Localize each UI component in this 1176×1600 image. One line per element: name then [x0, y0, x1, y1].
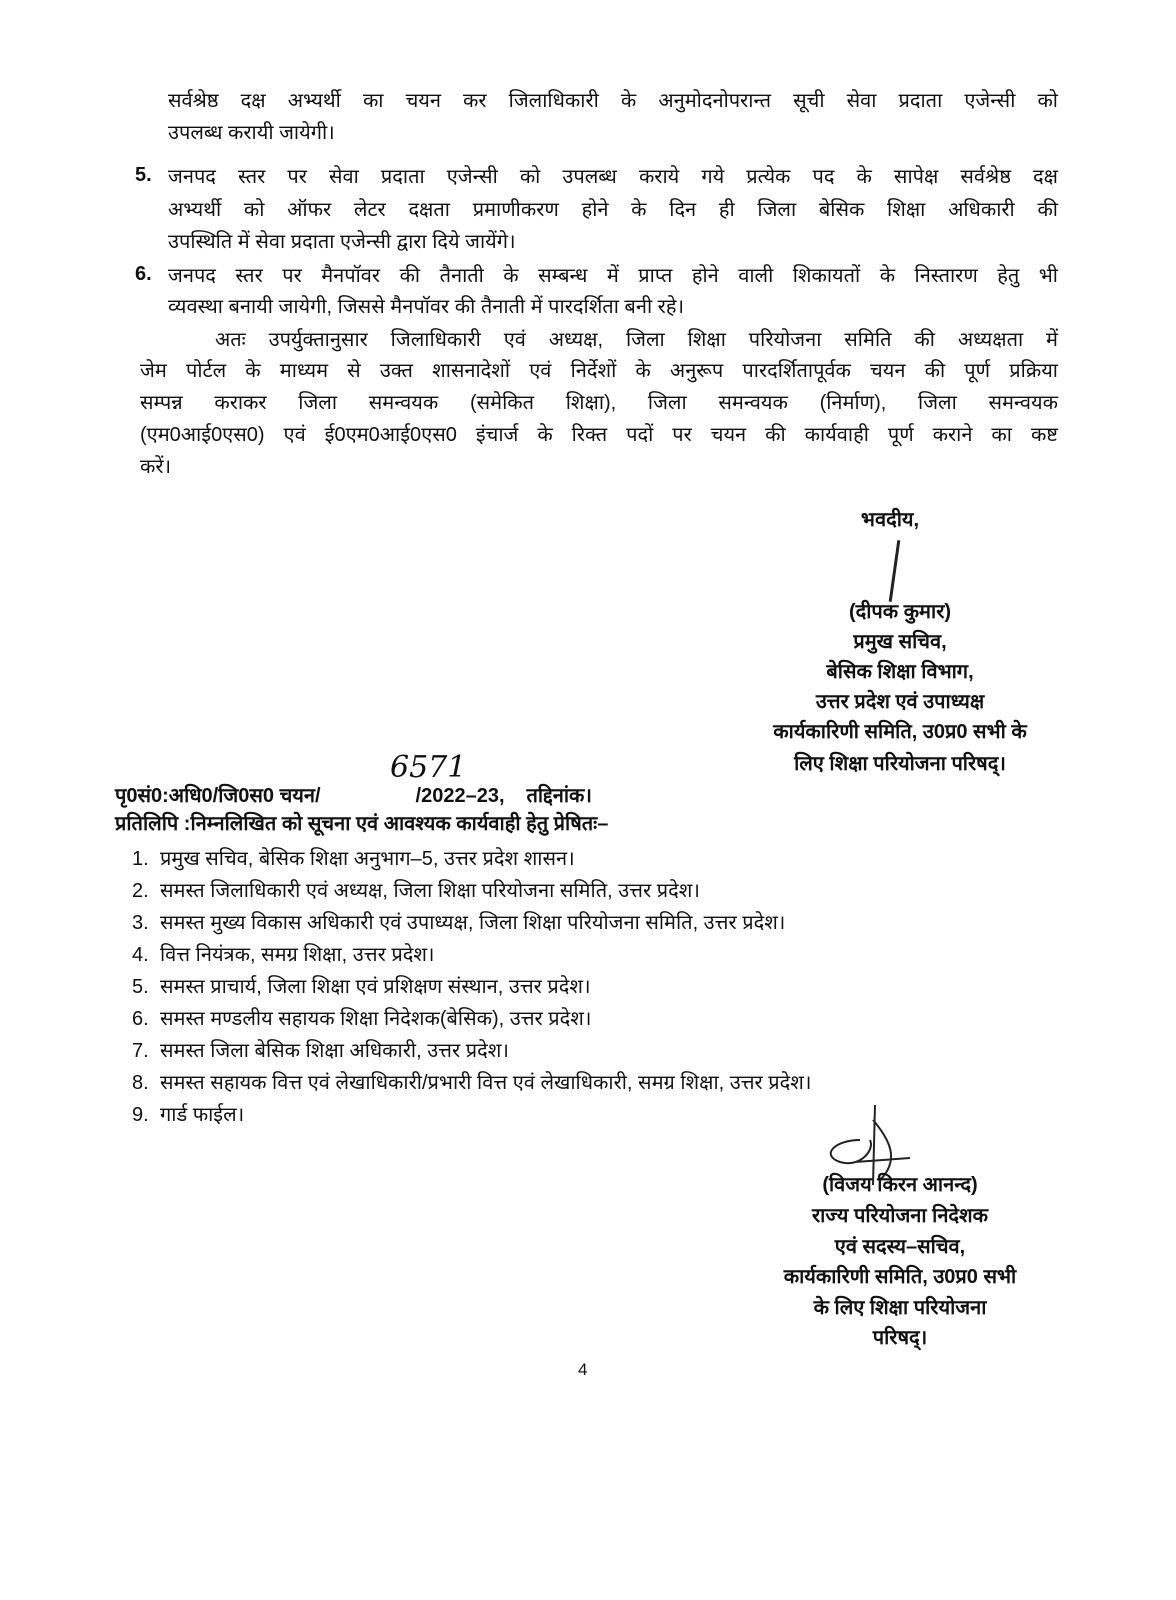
copy-heading: प्रतिलिपि :निम्नलिखित को सूचना एवं आवश्यक कार्यवाही हेतु प्रेषितः–: [115, 813, 609, 835]
point5-line: अभ्यर्थी को ऑफर लेटर दक्षता प्रमाणीकरण होने के दिन ही जिला बेसिक शिक्षा अधिकारी की: [168, 199, 1058, 221]
signatory-title: लिए शिक्षा परियोजना परिषद्।: [794, 753, 1006, 775]
point5-line: जनपद स्तर पर सेवा प्रदाता एजेन्सी को उपलब्ध कराये गये प्रत्येक पद के सापेक्ष सर्वश्रेष्ठ दक्ष: [168, 166, 1058, 188]
conclusion-line: करें।: [140, 456, 172, 478]
point4-line: उपलब्ध करायी जायेगी।: [168, 122, 335, 144]
list-item: 2. समस्त जिलाधिकारी एवं अध्यक्ष, जिला शिक्षा परियोजना समिति, उत्तर प्रदेश।: [132, 880, 700, 902]
signatory-title: राज्य परियोजना निदेशक: [812, 1205, 988, 1227]
point6-line: व्यवस्था बनायी जायेगी, जिससे मैनपॉवर की तैनाती में पारदर्शिता बनी रहे।: [168, 296, 685, 318]
point6-line: जनपद स्तर पर मैनपॉवर की तैनाती के सम्बन्ध में प्राप्त होने वाली शिकायतों के निस्तारण हेतु भी: [168, 265, 1058, 287]
conclusion-line: सम्पन्न कराकर जिला समन्वयक (समेकित शिक्षा), जिला समन्वयक (निर्माण), जिला समन्वयक: [140, 392, 1058, 414]
list-item: 8. समस्त सहायक वित्त एवं लेखाधिकारी/प्रभारी वित्त एवं लेखाधिकारी, समग्र शिक्षा, उत्तर प्रदेश।: [132, 1072, 812, 1094]
point5-line: उपस्थिति में सेवा प्रदाता एजेन्सी द्वारा दिये जायेंगे।: [168, 231, 516, 253]
list-item: 7. समस्त जिला बेसिक शिक्षा अधिकारी, उत्तर प्रदेश।: [132, 1040, 509, 1062]
conclusion-line: जेम पोर्टल के माध्यम से उक्त शासनादेशों एवं निर्देशों के अनुरूप पारदर्शितापूर्वक चयन की पूर्ण प्रक्रिया: [140, 360, 1058, 382]
signatory-title: परिषद्।: [872, 1327, 928, 1349]
reference-year: /2022–23,: [415, 785, 505, 807]
signatory-title: प्रमुख सचिव,: [853, 631, 947, 653]
signatory-name: (विजय किरन आनन्द): [822, 1174, 978, 1196]
signatory-title: एवं सदस्य–सचिव,: [834, 1236, 966, 1258]
list-item: 9. गार्ड फाईल।: [132, 1104, 245, 1126]
signatory-title: उत्तर प्रदेश एवं उपाध्यक्ष: [815, 691, 985, 713]
reference-line: [115, 783, 592, 809]
conclusion-line: अतः उपर्युक्तानुसार जिलाधिकारी एवं अध्यक्ष, जिला शिक्षा परियोजना समिति की अध्यक्षता में: [215, 329, 1058, 351]
conclusion-line: (एम0आई0एस0) एवं ई0एम0आई0एस0 इंचार्ज के रिक्त पदों पर चयन की कार्यवाही पूर्ण कराने का कष्ट: [140, 424, 1058, 446]
closing: भवदीय,: [860, 509, 920, 531]
point-number: 5.: [135, 164, 152, 186]
point4-line: सर्वश्रेष्ठ दक्ष अभ्यर्थी का चयन कर जिलाधिकारी के अनुमोदनोपरान्त सूची सेवा प्रदाता एजेन्सी को: [168, 90, 1058, 112]
list-item: 6. समस्त मण्डलीय सहायक शिक्षा निदेशक(बेसिक), उत्तर प्रदेश।: [132, 1008, 592, 1030]
list-item: 4. वित्त नियंत्रक, समग्र शिक्षा, उत्तर प्रदेश।: [132, 944, 435, 966]
signatory-title: बेसिक शिक्षा विभाग,: [826, 661, 974, 683]
signatory-name: (दीपक कुमार): [848, 601, 952, 623]
reference-date: तद्दिनांक।: [526, 785, 592, 807]
signatory-title: के लिए शिक्षा परियोजना: [813, 1297, 987, 1319]
page-number: 4: [578, 1360, 588, 1379]
signatory-title: कार्यकारिणी समिति, उ0प्र0 सभी के: [773, 721, 1027, 743]
signatory-title: कार्यकारिणी समिति, उ0प्र0 सभी: [783, 1266, 1017, 1288]
signature-mark: [889, 540, 901, 602]
list-item: 3. समस्त मुख्य विकास अधिकारी एवं उपाध्यक्ष, जिला शिक्षा परियोजना समिति, उत्तर प्रदेश।: [132, 912, 786, 934]
point-number: 6.: [135, 263, 152, 285]
list-item: 1. प्रमुख सचिव, बेसिक शिक्षा अनुभाग–5, उत्तर प्रदेश शासन।: [132, 848, 575, 870]
handwritten-dispatch-number: 6571: [390, 750, 467, 785]
list-item: 5. समस्त प्राचार्य, जिला शिक्षा एवं प्रशिक्षण संस्थान, उत्तर प्रदेश।: [132, 976, 591, 998]
reference-prefix: पृ0सं0:अधि0/जि0स0 चयन/: [115, 785, 321, 807]
